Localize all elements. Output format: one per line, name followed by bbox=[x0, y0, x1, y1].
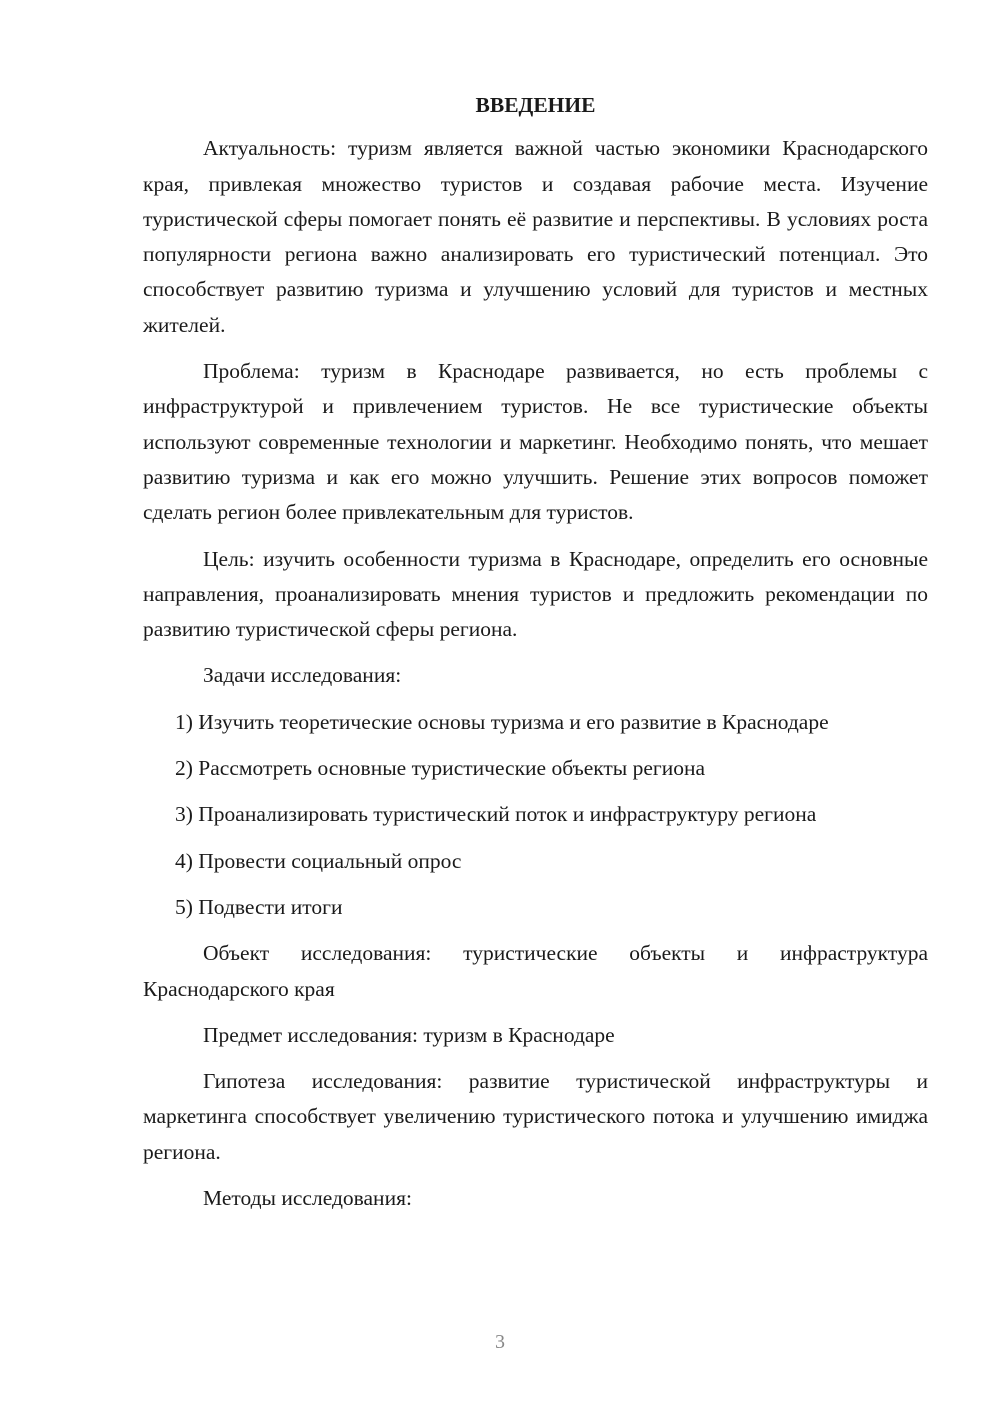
relevance-paragraph: Актуальность: туризм является важной частью экономики Краснодарского края, привлекая множество туристов и создавая рабочие места. Изучение туристической сферы помогает понять её развитие и перспективы. В условиях роста популярности региона важно анализировать его туристический потенциал. Это способствует развитию туризма и улучшению условий для туристов и местных жителей. bbox=[143, 136, 928, 337]
goal-paragraph: Цель: изучить особенности туризма в Краснодаре, определить его основные направления, проанализировать мнения туристов и предложить рекомендации по развитию туристической сферы региона. bbox=[143, 546, 928, 642]
hypothesis-paragraph: Гипотеза исследования: развитие туристической инфраструктуры и маркетинга способствует увеличению туристического потока и улучшению имиджа региона. bbox=[143, 1069, 928, 1164]
task-item: 4) Провести социальный опрос bbox=[175, 848, 462, 873]
object-paragraph: Объект исследования: туристические объекты и инфраструктура Краснодарского края bbox=[143, 941, 928, 1001]
task-item: 5) Подвести итоги bbox=[175, 894, 343, 919]
page-number: 3 bbox=[495, 1331, 505, 1353]
subject-paragraph: Предмет исследования: туризм в Краснодаре bbox=[203, 1022, 615, 1047]
task-item: 3) Проанализировать туристический поток и инфраструктуру региона bbox=[175, 802, 817, 827]
problem-paragraph: Проблема: туризм в Краснодаре развивается, но есть проблемы с инфраструктурой и привлечением туристов. Не все туристические объекты используют современные технологии и маркетинг. Необходимо понять, что мешает развитию туризма и как его можно улучшить. Решение этих вопросов поможет сделать регион более привлекательным для туристов. bbox=[143, 359, 928, 525]
methods-heading: Методы исследования: bbox=[203, 1186, 412, 1211]
page-content bbox=[143, 88, 928, 1227]
page-title: ВВЕДЕНИЕ bbox=[475, 93, 596, 117]
tasks-heading: Задачи исследования: bbox=[203, 663, 402, 688]
task-item: 2) Рассмотреть основные туристические объекты региона bbox=[175, 756, 706, 781]
task-item: 1) Изучить теоретические основы туризма и его развитие в Краснодаре bbox=[175, 709, 829, 734]
